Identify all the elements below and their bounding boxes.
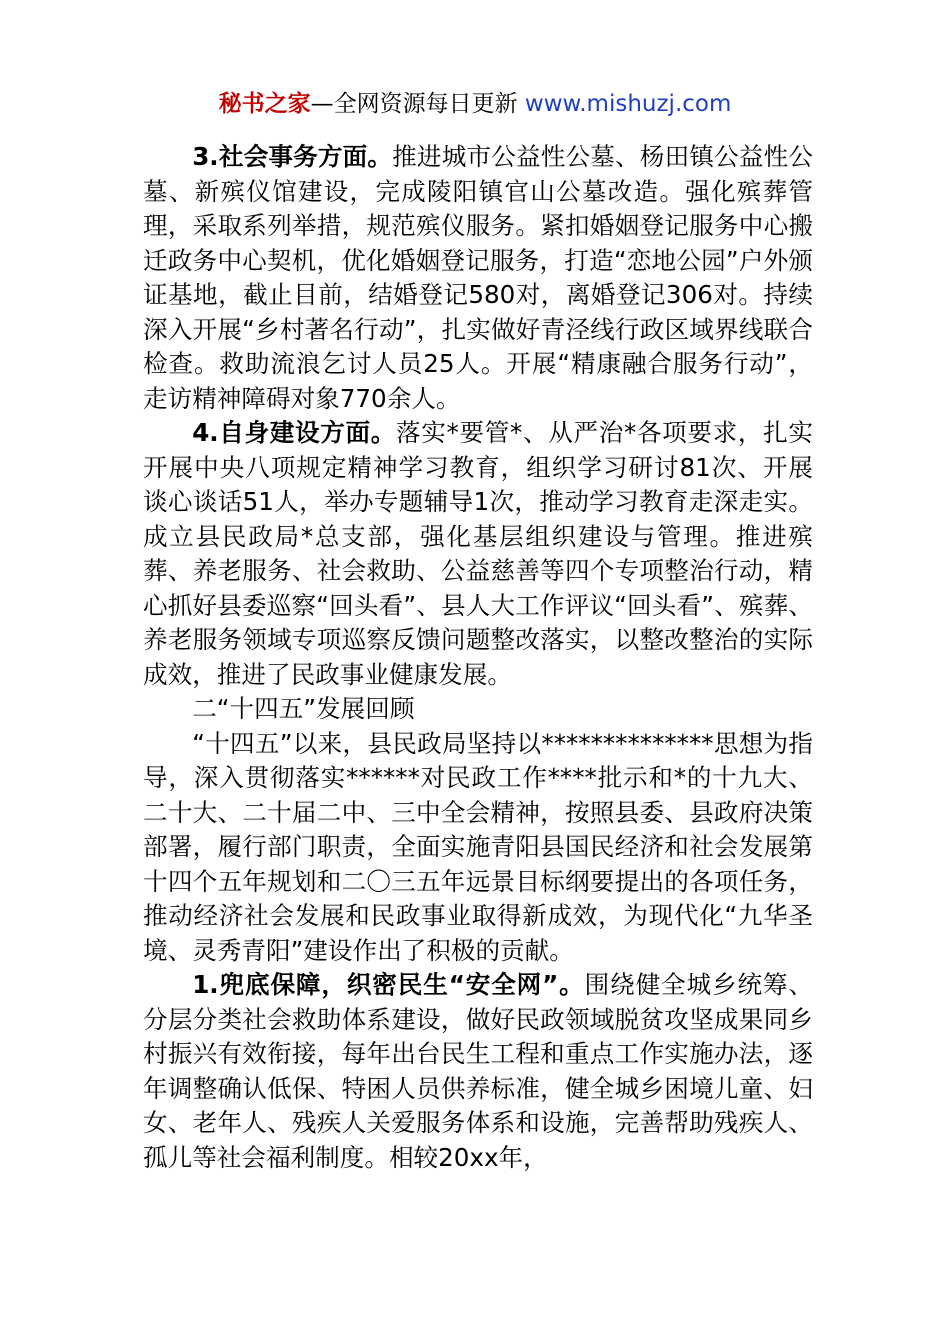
brand-name: 秘书之家 — [218, 91, 311, 117]
paragraph-social-affairs — [143, 140, 813, 416]
paragraph-self-building — [143, 416, 813, 692]
paragraph-lead: 3.社会事务方面。 — [192, 142, 393, 171]
paragraph-review-intro — [143, 727, 813, 969]
paragraph-text: 围绕健全城乡统筹、分层分类社会救助体系建设，做好民政领域脱贫攻坚成果同乡村振兴有效衔接，每年出台民生工程和重点工作实施办法，逐年调整确认低保、特困人员供养标准，健全城乡困境儿童、妇女、老年人、残疾人关爱服务体系和设施，完善帮助残疾人、孤儿等社会福利制度。相较20xx年， — [143, 970, 813, 1172]
header-tagline: —全网资源每日更新 — [310, 91, 525, 117]
paragraph-text: 推进城市公益性公墓、杨田镇公益性公墓、新殡仪馆建设，完成陵阳镇官山公墓改造。强化殡葬管理，采取系列举措，规范殡仪服务。紧扣婚姻登记服务中心搬迁政务中心契机，优化婚姻登记服务，打造“恋地公园”户外颁证基地，截止目前，结婚登记580对，离婚登记306对。持续深入开展“乡村著名行动”，扎实做好青泾线行政区域界线联合检查。救助流浪乞讨人员25人。开展“精康融合服务行动”，走访精神障碍对象770余人。 — [143, 142, 813, 413]
paragraph-safety-net — [143, 968, 813, 1175]
document-body — [143, 140, 813, 1175]
paragraph-text: 落实*要管*、从严治*各项要求，扎实开展中央八项规定精神学习教育，组织学习研讨81次、开展谈心谈话51人，举办专题辅导1次，推动学习教育走深走实。成立县民政局*总支部，强化基层组织建设与管理。推进殡葬、养老服务、社会救助、公益慈善等四个专项整治行动，精心抓好县委巡察“回头看”、县人大工作评议“回头看”、殡葬、养老服务领域专项巡察反馈问题整改落实，以整改整治的实际成效，推进了民政事业健康发展。 — [143, 418, 813, 689]
site-url-link[interactable]: www.mishuzj.com — [524, 91, 732, 117]
paragraph-lead: 4.自身建设方面。 — [192, 418, 397, 447]
paragraph-lead: 1.兜底保障，织密民生“安全网”。 — [192, 970, 585, 999]
section-heading-text: 二“十四五”发展回顾 — [192, 694, 415, 723]
section-heading — [143, 692, 813, 727]
page-header — [0, 88, 950, 120]
paragraph-text: “十四五”以来，县民政局坚持以**************思想为指导，深入贯彻落实******对民政工作****批示和*的十九大、二十大、二十届二中、三中全会精神，按照县委、县政府决策部署，履行部门职责，全面实施青阳县国民经济和社会发展第十四个五年规划和二〇三五年远景目标纲要提出的各项任务，推动经济社会发展和民政事业取得新成效，为现代化“九华圣境、灵秀青阳”建设作出了积极的贡献。 — [143, 728, 813, 965]
